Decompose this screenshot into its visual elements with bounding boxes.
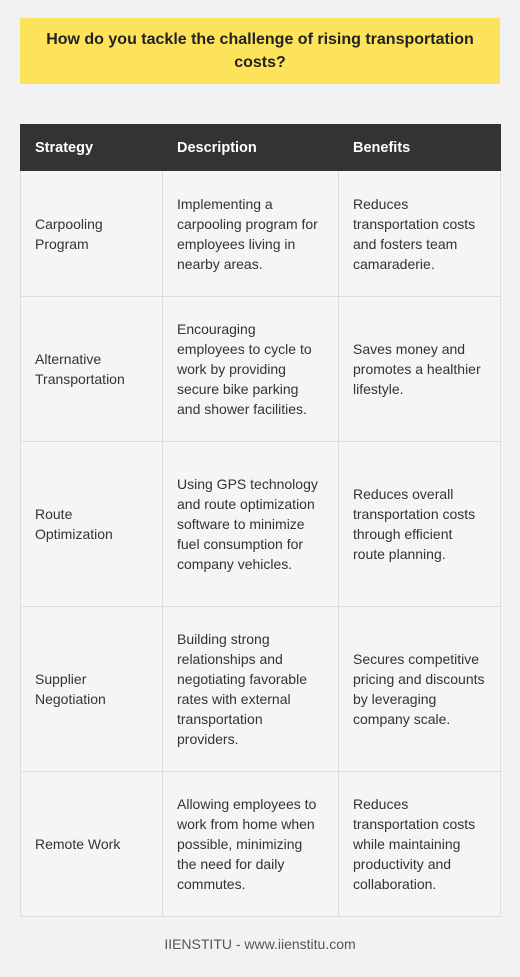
table-header-row (21, 125, 501, 171)
page-title: How do you tackle the challenge of rising transportation costs? (20, 18, 500, 84)
benefits-cell: Reduces transportation costs and fosters team camaraderie. (339, 171, 501, 297)
strategy-cell: Supplier Negotiation (21, 607, 163, 772)
description-cell: Building strong relationships and negotiating favorable rates with external transportation providers. (163, 607, 339, 772)
header-benefits: Benefits (339, 125, 501, 171)
benefits-cell: Secures competitive pricing and discounts by leveraging company scale. (339, 607, 501, 772)
table-row (21, 171, 501, 297)
strategy-cell: Route Optimization (21, 442, 163, 607)
description-cell: Allowing employees to work from home when possible, minimizing the need for daily commutes. (163, 772, 339, 917)
table-row (21, 607, 501, 772)
description-cell: Encouraging employees to cycle to work by providing secure bike parking and shower facilities. (163, 297, 339, 442)
benefits-cell: Reduces overall transportation costs through efficient route planning. (339, 442, 501, 607)
header-description: Description (163, 125, 339, 171)
strategy-cell: Remote Work (21, 772, 163, 917)
table-row (21, 772, 501, 917)
benefits-cell: Reduces transportation costs while maintaining productivity and collaboration. (339, 772, 501, 917)
header-strategy: Strategy (21, 125, 163, 171)
benefits-cell: Saves money and promotes a healthier lifestyle. (339, 297, 501, 442)
table-row (21, 297, 501, 442)
strategies-table (20, 124, 501, 917)
strategy-cell: Carpooling Program (21, 171, 163, 297)
description-cell: Implementing a carpooling program for employees living in nearby areas. (163, 171, 339, 297)
strategy-cell: Alternative Transportation (21, 297, 163, 442)
description-cell: Using GPS technology and route optimization software to minimize fuel consumption for company vehicles. (163, 442, 339, 607)
footer-credit: IIENSTITU - www.iienstitu.com (164, 936, 356, 952)
table-row (21, 442, 501, 607)
